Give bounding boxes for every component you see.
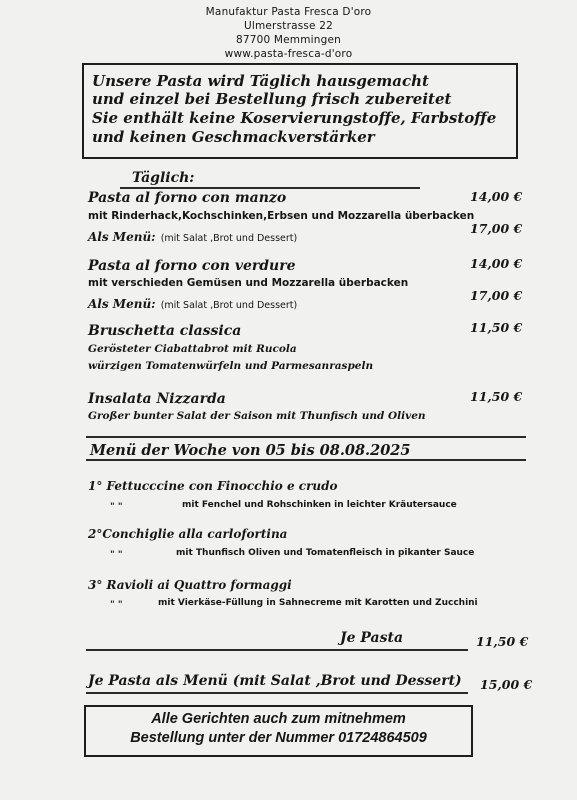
item-2-menu-label: Als Menü: [88, 297, 156, 311]
item-1-desc: mit Rinderhack,Kochschinken,Erbsen und Mozzarella überbacken [88, 210, 475, 222]
item-1-menu-detail: (mit Salat ,Brot und Dessert) [160, 233, 298, 244]
item-3-title: Bruschetta classica [88, 323, 242, 339]
intro-line-2: und einzel bei Bestellung frisch zubereitet [92, 90, 452, 108]
item-2-menu-price: 17,00 € [470, 288, 523, 303]
course-3-name: 3° Ravioli ai Quattro formaggi [88, 578, 292, 592]
item-1-price: 14,00 € [470, 189, 523, 204]
item-2-title: Pasta al forno con verdure [88, 258, 296, 274]
daily-heading-underline [120, 187, 420, 189]
header-city: 87700 Memmingen [235, 34, 342, 46]
item-3-price: 11,50 € [470, 320, 523, 335]
je-pasta-price: 11,50 € [476, 634, 529, 649]
course-2-quote: " " [110, 550, 123, 560]
course-2-name: 2°Conchiglie alla carlofortina [88, 527, 288, 541]
course-2-desc: mit Thunfisch Oliven und Tomatenfleisch in pikanter Sauce [176, 548, 475, 558]
item-4-desc: Großer bunter Salat der Saison mit Thunfisch und Oliven [88, 410, 426, 422]
item-2-price: 14,00 € [470, 256, 523, 271]
item-3-desc-1: Gerösteter Ciabattabrot mit Rucola [88, 343, 297, 355]
course-3-quote: " " [110, 600, 123, 610]
item-2-menu-detail: (mit Salat ,Brot und Dessert) [160, 300, 298, 311]
course-1-name: 1° Fettucccine con Finocchio e crudo [88, 479, 338, 493]
je-pasta-label: Je Pasta [340, 630, 404, 646]
je-pasta-menu-rule [86, 692, 468, 694]
item-3-desc-2: würzigen Tomatenwürfeln und Parmesanraspeln [88, 360, 374, 372]
je-pasta-menu-price: 15,00 € [480, 677, 533, 692]
footer-line-1: Alle Gerichten auch zum mitnehmem [151, 711, 406, 727]
je-pasta-menu-label: Je Pasta als Menü (mit Salat ,Brot und Dessert) [88, 673, 462, 689]
intro-line-3: Sie enthält keine Koservierungstoffe, Farbstoffe [92, 109, 497, 127]
item-1-menu-label: Als Menü: [88, 230, 156, 244]
item-4-price: 11,50 € [470, 389, 523, 404]
item-4-title: Insalata Nizzarda [88, 391, 226, 407]
intro-line-1: Unsere Pasta wird Täglich hausgemacht [92, 72, 429, 90]
footer-line-2: Bestellung unter der Nummer 01724864509 [130, 730, 427, 746]
header-website: www.pasta-fresca-d'oro [224, 48, 353, 60]
course-3-desc: mit Vierkäse-Füllung in Sahnecreme mit Karotten und Zucchini [158, 598, 478, 608]
header-street: Ulmerstrasse 22 [243, 20, 334, 32]
week-top-rule [86, 436, 526, 438]
header-name: Manufaktur Pasta Fresca D'oro [205, 6, 372, 18]
intro-line-4: und keinen Geschmackverstärker [92, 128, 375, 146]
je-pasta-rule [86, 649, 468, 651]
course-1-quote: " " [110, 502, 123, 512]
item-2-desc: mit verschieden Gemüsen und Mozzarella überbacken [88, 277, 409, 289]
week-bottom-rule [86, 459, 526, 461]
item-1-menu-price: 17,00 € [470, 221, 523, 236]
item-1-menu [88, 226, 297, 245]
course-1-desc: mit Fenchel und Rohschinken in leichter Kräutersauce [182, 500, 457, 510]
item-2-menu [88, 293, 297, 312]
daily-heading: Täglich: [132, 170, 195, 186]
item-1-title: Pasta al forno con manzo [88, 190, 287, 206]
week-title: Menü der Woche von 05 bis 08.08.2025 [90, 442, 411, 459]
